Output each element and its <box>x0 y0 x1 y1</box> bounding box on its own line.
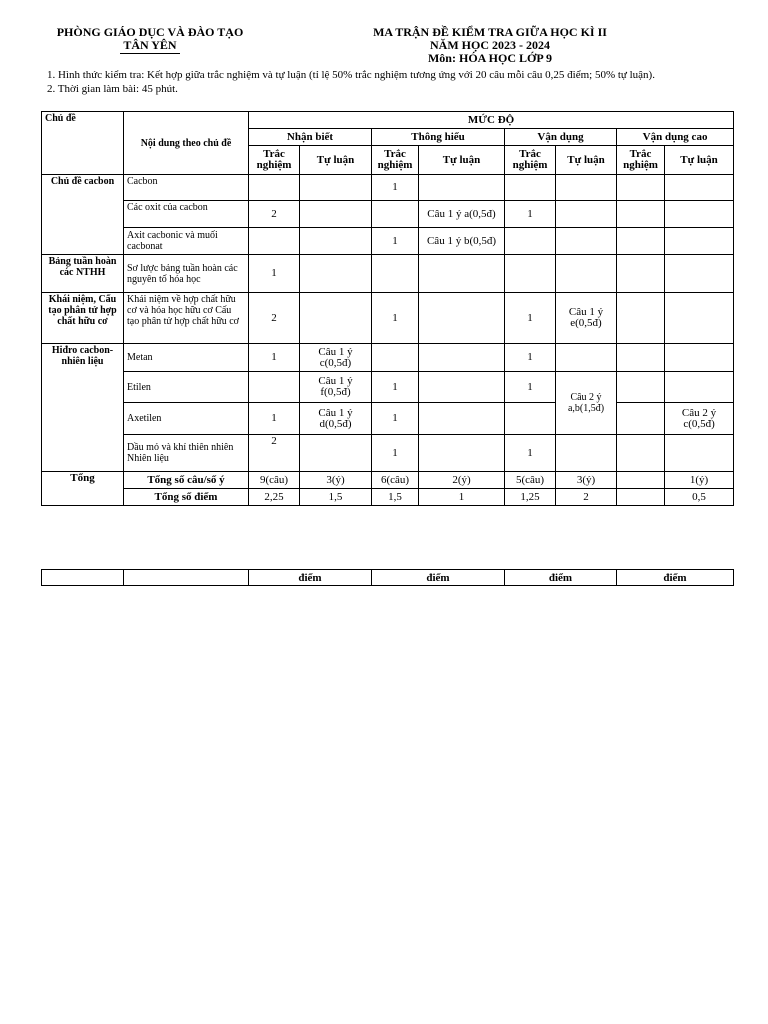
value-cell: 1 <box>505 293 556 344</box>
value-cell: Câu 1 ý b(0,5đ) <box>419 228 505 255</box>
value-cell <box>665 228 734 255</box>
header-multiple-choice: Trắc nghiệm <box>249 146 300 175</box>
total-row-label: Tổng số điểm <box>124 489 249 506</box>
header-level: MỨC ĐỘ <box>249 112 734 129</box>
value-cell: 1 <box>505 372 556 403</box>
value-cell: 2 <box>249 293 300 344</box>
total-cell: 5(câu) <box>505 472 556 489</box>
table-row <box>42 403 734 435</box>
value-cell <box>372 201 419 228</box>
value-cell <box>419 175 505 201</box>
value-cell <box>505 228 556 255</box>
table-row <box>42 570 734 586</box>
value-cell: 1 <box>372 228 419 255</box>
total-row <box>42 472 734 489</box>
value-cell: 1 <box>249 403 300 435</box>
total-cell: 2,25 <box>249 489 300 506</box>
value-cell: Câu 1 ý d(0,5đ) <box>300 403 372 435</box>
note-duration: 2. Thời gian làm bài: 45 phút. <box>47 83 178 95</box>
content-cell: Axit cacbonic và muối cacbonat <box>124 228 249 255</box>
footer-cell: điểm <box>249 570 372 586</box>
value-cell: 1 <box>249 344 300 372</box>
table-row <box>42 228 734 255</box>
header-level-understand: Thông hiểu <box>372 129 505 146</box>
value-cell <box>665 435 734 472</box>
content-cell: Metan <box>124 344 249 372</box>
value-cell <box>300 228 372 255</box>
value-cell <box>617 435 665 472</box>
content-cell: Etilen <box>124 372 249 403</box>
header-topic: Chủ đề <box>42 112 124 175</box>
note-format: 1. Hình thức kiểm tra: Kết hợp giữa trắc nghiệm và tự luận (tỉ lệ 50% trắc nghiệm tương ứng với 20 câu mỗi câu 0,25 điểm; 50% tự luận). <box>47 69 655 81</box>
value-cell: 1 <box>505 435 556 472</box>
table-row <box>42 201 734 228</box>
value-cell <box>419 293 505 344</box>
value-cell <box>419 435 505 472</box>
value-cell <box>665 344 734 372</box>
total-cell: 1,25 <box>505 489 556 506</box>
value-cell <box>665 201 734 228</box>
value-cell: Câu 2 ý a,b(1,5đ) <box>556 372 617 435</box>
value-cell <box>665 372 734 403</box>
topic-cell: Khái niệm, Cấu tạo phân tử hợp chất hữu cơ <box>42 293 124 344</box>
content-cell: Các oxit của cacbon <box>124 201 249 228</box>
topic-cell: Bảng tuần hoàn các NTHH <box>42 255 124 293</box>
header-multiple-choice: Trắc nghiệm <box>505 146 556 175</box>
value-cell <box>617 372 665 403</box>
header-essay: Tự luận <box>419 146 505 175</box>
value-cell <box>419 372 505 403</box>
value-cell <box>419 255 505 293</box>
value-cell <box>556 201 617 228</box>
district-name: TÂN YÊN <box>123 38 177 52</box>
value-cell <box>249 372 300 403</box>
value-cell <box>300 255 372 293</box>
footer-cell: điểm <box>505 570 617 586</box>
value-cell: Câu 2 ý c(0,5đ) <box>665 403 734 435</box>
document-title: MA TRẬN ĐỀ KIỂM TRA GIỮA HỌC KÌ II <box>373 25 607 39</box>
header-content: Nội dung theo chủ đề <box>124 112 249 175</box>
value-cell: 2 <box>249 435 300 472</box>
header-level-recognize: Nhận biết <box>249 129 372 146</box>
value-cell <box>300 175 372 201</box>
total-cell: 2(ý) <box>419 472 505 489</box>
total-cell: 9(câu) <box>249 472 300 489</box>
header-multiple-choice: Trắc nghiệm <box>372 146 419 175</box>
school-year: NĂM HỌC 2023 - 2024 <box>430 38 550 52</box>
value-cell <box>300 435 372 472</box>
total-cell: 1,5 <box>300 489 372 506</box>
content-cell: Axetilen <box>124 403 249 435</box>
value-cell <box>556 344 617 372</box>
table-row <box>42 175 734 201</box>
total-cell: 2 <box>556 489 617 506</box>
value-cell <box>505 255 556 293</box>
header-essay: Tự luận <box>300 146 372 175</box>
table-row <box>42 293 734 344</box>
department-name: PHÒNG GIÁO DỤC VÀ ĐÀO TẠO <box>56 25 244 39</box>
header-underline <box>120 53 180 54</box>
value-cell <box>505 403 556 435</box>
topic-cell: Hiđro cacbon- nhiên liệu <box>42 344 124 472</box>
test-matrix-table <box>41 111 734 506</box>
value-cell: 1 <box>372 175 419 201</box>
department-header <box>40 26 260 54</box>
table-row <box>42 255 734 293</box>
value-cell <box>419 403 505 435</box>
value-cell <box>419 344 505 372</box>
header-multiple-choice: Trắc nghiệm <box>617 146 665 175</box>
value-cell: 1 <box>505 201 556 228</box>
value-cell <box>617 344 665 372</box>
value-cell <box>617 175 665 201</box>
value-cell <box>505 175 556 201</box>
table-row <box>42 435 734 472</box>
footer-cell <box>42 570 124 586</box>
value-cell <box>300 201 372 228</box>
table-row <box>42 372 734 403</box>
value-cell <box>556 228 617 255</box>
value-cell <box>556 435 617 472</box>
content-cell: Cacbon <box>124 175 249 201</box>
value-cell <box>372 344 419 372</box>
document-header <box>340 26 640 65</box>
value-cell <box>665 175 734 201</box>
value-cell <box>617 293 665 344</box>
value-cell <box>665 255 734 293</box>
total-cell <box>617 472 665 489</box>
value-cell <box>249 228 300 255</box>
value-cell <box>372 255 419 293</box>
value-cell: 1 <box>372 403 419 435</box>
value-cell: 1 <box>249 255 300 293</box>
value-cell <box>300 293 372 344</box>
value-cell <box>556 255 617 293</box>
value-cell <box>665 293 734 344</box>
value-cell: Câu 1 ý f(0,5đ) <box>300 372 372 403</box>
total-cell <box>617 489 665 506</box>
total-label: Tổng <box>42 472 124 506</box>
value-cell: Câu 1 ý e(0,5đ) <box>556 293 617 344</box>
value-cell: 1 <box>505 344 556 372</box>
value-cell: 1 <box>372 293 419 344</box>
value-cell: 1 <box>372 372 419 403</box>
value-cell: 1 <box>372 435 419 472</box>
total-cell: 0,5 <box>665 489 734 506</box>
value-cell <box>617 228 665 255</box>
total-cell: 6(câu) <box>372 472 419 489</box>
content-cell: Khái niệm về hợp chất hữu cơ và hóa học hữu cơ Cấu tạo phân tử hợp chất hữu cơ <box>124 293 249 344</box>
value-cell <box>617 255 665 293</box>
footer-cell <box>124 570 249 586</box>
value-cell: Câu 1 ý a(0,5đ) <box>419 201 505 228</box>
total-row <box>42 489 734 506</box>
header-level-apply-high: Vận dụng cao <box>617 129 734 146</box>
content-cell: Dầu mỏ và khí thiên nhiên Nhiên liệu <box>124 435 249 472</box>
value-cell <box>617 403 665 435</box>
value-cell <box>556 175 617 201</box>
total-cell: 1(ý) <box>665 472 734 489</box>
value-cell: Câu 1 ý c(0,5đ) <box>300 344 372 372</box>
total-row-label: Tổng số câu/số ý <box>124 472 249 489</box>
topic-cell: Chủ đề cacbon <box>42 175 124 255</box>
footer-cell: điểm <box>617 570 734 586</box>
value-cell <box>249 175 300 201</box>
header-level-apply: Vận dụng <box>505 129 617 146</box>
total-cell: 1 <box>419 489 505 506</box>
total-cell: 3(ý) <box>556 472 617 489</box>
header-essay: Tự luận <box>556 146 617 175</box>
table-row <box>42 344 734 372</box>
value-cell <box>617 201 665 228</box>
value-cell: 2 <box>249 201 300 228</box>
header-essay: Tự luận <box>665 146 734 175</box>
subject-line: Môn: HÓA HỌC LỚP 9 <box>427 51 552 65</box>
footer-cell: điểm <box>372 570 505 586</box>
total-cell: 1,5 <box>372 489 419 506</box>
score-footer-table <box>41 569 734 586</box>
content-cell: Sơ lược bảng tuần hoàn các nguyên tố hóa học <box>124 255 249 293</box>
total-cell: 3(ý) <box>300 472 372 489</box>
